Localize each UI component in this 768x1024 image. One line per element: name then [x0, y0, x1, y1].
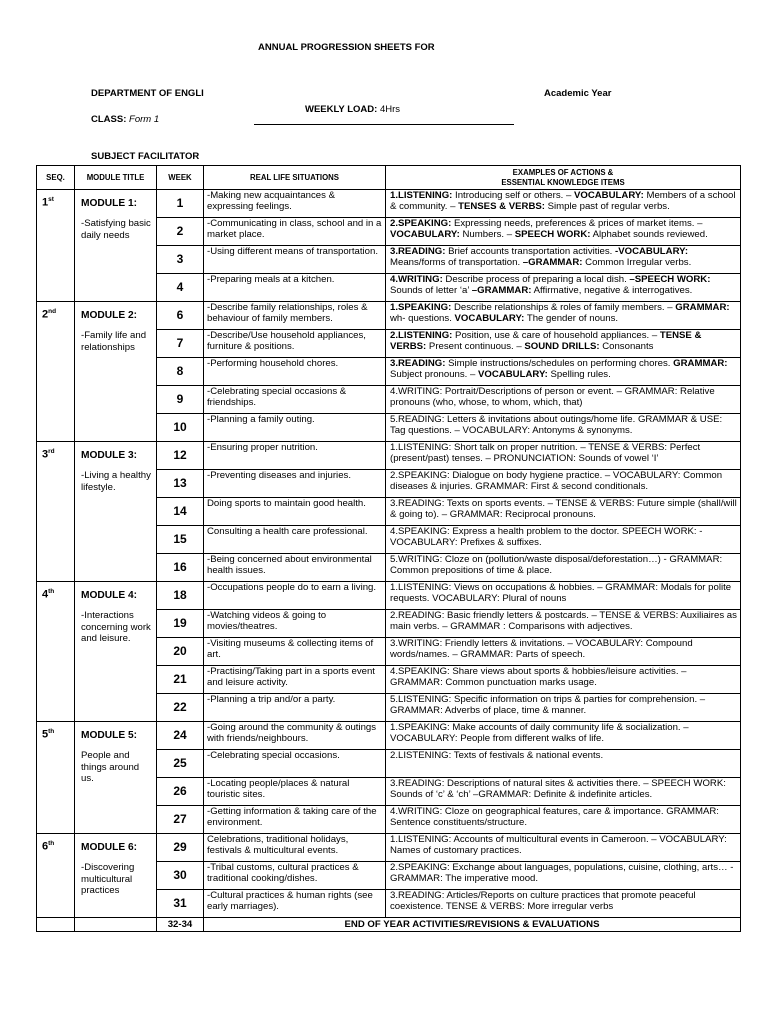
module-title: MODULE 4:: [81, 590, 138, 601]
class-label: CLASS:: [91, 114, 127, 125]
sequence-number: [37, 582, 75, 722]
examples-text: Simple instructions/schedules on performing chores.: [445, 358, 674, 369]
table-row: [37, 302, 741, 330]
examples-keyword: 4.WRITING:: [390, 274, 443, 285]
examples-cell: [386, 862, 741, 890]
examples-text: 4.WRITING: Cloze on geographical features, care & importance. GRAMMAR: Sentence constituents/structure.: [390, 806, 719, 829]
real-life-situation: -Describe family relationships, roles & behaviour of family members.: [204, 302, 386, 330]
examples-cell: [386, 302, 741, 330]
week-number: 18: [157, 582, 204, 610]
weekly-load-label: WEEKLY LOAD:: [305, 104, 378, 115]
weekly-load: [305, 104, 400, 115]
week-number: 16: [157, 554, 204, 582]
examples-text: 3.READING: Texts on sports events. – TENSE & VERBS: Future simple (shall/will & going to). – GRAMMAR: Reciprocal pronouns.: [390, 498, 737, 521]
examples-keyword: –GRAMMAR:: [522, 257, 583, 269]
week-number: 19: [157, 610, 204, 638]
sequence-number: [37, 722, 75, 834]
real-life-situation: -Planning a trip and/or a party.: [204, 694, 386, 722]
col-real-life: REAL LIFE SITUATIONS: [204, 166, 386, 190]
examples-keyword: GRAMMAR:: [675, 302, 730, 313]
real-life-situation: -Using different means of transportation.: [204, 246, 386, 274]
sequence-number-suffix: th: [48, 588, 55, 595]
week-number: 29: [157, 834, 204, 862]
examples-text: Describe process of preparing a local dish.: [442, 274, 630, 285]
module-cell: [75, 442, 157, 582]
col-module-title: MODULE TITLE: [75, 166, 157, 190]
examples-cell: [386, 190, 741, 218]
examples-keyword: VOCABULARY:: [390, 229, 460, 241]
sequence-number-value: 5: [42, 728, 49, 741]
week-number: 31: [157, 890, 204, 918]
examples-keyword: VOCABULARY:: [478, 369, 548, 381]
examples-keyword: VOCABULARY:: [573, 190, 644, 201]
examples-text: Present continuous. –: [426, 341, 525, 353]
examples-text: 2.SPEAKING: Dialogue on body hygiene practice. – VOCABULARY: Common diseases & injuries. GRAMMAR: First & second conditionals.: [390, 470, 723, 493]
examples-text: Subject pronouns. –: [390, 369, 479, 381]
examples-cell: [386, 498, 741, 526]
real-life-situation: -Getting information & taking care of the environment.: [204, 806, 386, 834]
final-row-seq: [37, 918, 75, 932]
examples-text: 1.LISTENING: Short talk on proper nutrition. – TENSE & VERBS: Perfect (present/past) tenses. – PRONUNCIATION: Sounds of vowel ‘I’: [390, 442, 701, 465]
sequence-number: [37, 302, 75, 442]
examples-keyword: -VOCABULARY:: [615, 246, 689, 257]
real-life-situation: -Being concerned about environmental health issues.: [204, 554, 386, 582]
real-life-situation: -Celebrating special occasions.: [204, 750, 386, 778]
examples-text: Sounds of letter ‘a’: [390, 285, 472, 297]
module-title: MODULE 2:: [81, 310, 138, 321]
sequence-number-value: 3: [42, 448, 49, 461]
module-description: -Living a healthy lifestyle.: [81, 470, 151, 493]
table-row: [37, 190, 741, 218]
examples-text: The gender of nouns.: [524, 313, 619, 325]
examples-text: 2.SPEAKING: Exchange about languages, populations, cuisine, clothing, arts… - GRAMMAR: The imperative mood.: [390, 862, 734, 885]
sequence-number-value: 2: [42, 308, 49, 321]
sheet-title: ANNUAL PROGRESSION SHEETS FOR: [258, 42, 435, 53]
examples-text: Common Irregular verbs.: [582, 257, 692, 269]
sequence-number-value: 4: [42, 588, 49, 601]
subject-facilitator-label: SUBJECT FACILITATOR: [91, 151, 200, 162]
col-examples-line2: ESSENTIAL KNOWLEDGE ITEMS: [501, 177, 625, 187]
examples-text: 3.READING: Descriptions of natural sites & activities there. – SPEECH WORK: Sounds of ‘c’ & ‘ch’ –GRAMMAR: Definite & indefinite articles.: [390, 778, 726, 801]
weekly-load-value: 4Hrs: [379, 104, 401, 115]
department-label: DEPARTMENT OF ENGLI: [91, 88, 204, 99]
examples-cell: [386, 470, 741, 498]
real-life-situation: -Making new acquaintances & expressing feelings.: [204, 190, 386, 218]
real-life-situation: Celebrations, traditional holidays, festivals & multicultural events.: [204, 834, 386, 862]
week-number: 6: [157, 302, 204, 330]
week-number: 24: [157, 722, 204, 750]
sequence-number-suffix: rd: [48, 448, 55, 455]
col-week: WEEK: [157, 166, 204, 190]
sequence-number: [37, 190, 75, 302]
examples-text: 3.READING: Articles/Reports on culture practices that promote peaceful coexistence. TENSE & VERBS: More irregular verbs: [390, 890, 696, 913]
examples-text: 2.READING: Basic friendly letters & postcards. – TENSE & VERBS: Auxiliaires as main verbs. – GRAMMAR : Comparisons with adjectives.: [390, 610, 737, 633]
examples-text: Consonants: [599, 341, 654, 353]
real-life-situation: -Performing household chores.: [204, 358, 386, 386]
examples-text: 5.LISTENING: Specific information on trips & parties for comprehension. – GRAMMAR: Adverbs of place, time & manner.: [390, 694, 706, 717]
module-title: MODULE 1:: [81, 198, 138, 209]
examples-cell: [386, 834, 741, 862]
examples-text: Brief accounts transportation activities.: [445, 246, 616, 257]
examples-cell: [386, 666, 741, 694]
real-life-situation: -Going around the community & outings with friends/neighbours.: [204, 722, 386, 750]
examples-cell: [386, 722, 741, 750]
examples-keyword: SPEECH WORK:: [514, 229, 591, 241]
examples-text: Describe relationships & roles of family members. –: [451, 302, 676, 313]
examples-cell: [386, 330, 741, 358]
table-row: [37, 582, 741, 610]
examples-text: Spelling rules.: [547, 369, 611, 381]
examples-text: 4.WRITING: Portrait/Descriptions of person or event. – GRAMMAR: Relative pronouns (who, whose, to whom, which, that): [390, 386, 715, 409]
week-number: 22: [157, 694, 204, 722]
examples-keyword: 3.READING:: [390, 246, 446, 257]
examples-text: 5.WRITING: Cloze on (pollution/waste disposal/deforestation…) - GRAMMAR: Common prepositions of time & place.: [390, 554, 723, 577]
examples-text: 4.SPEAKING: Share views about sports & hobbies/leisure activities. – GRAMMAR: Common punctuation marks usage.: [390, 666, 687, 689]
examples-cell: [386, 386, 741, 414]
module-cell: [75, 834, 157, 918]
week-number: 20: [157, 638, 204, 666]
examples-cell: [386, 358, 741, 386]
week-number: 15: [157, 526, 204, 554]
examples-keyword: TENSES & VERBS:: [458, 201, 545, 213]
examples-cell: [386, 778, 741, 806]
sequence-number-value: 1: [42, 196, 49, 209]
examples-text: Alphabet sounds reviewed.: [590, 229, 708, 241]
examples-cell: [386, 890, 741, 918]
final-row-module: [75, 918, 157, 932]
real-life-situation: -Preparing meals at a kitchen.: [204, 274, 386, 302]
examples-keyword: 1.SPEAKING:: [390, 302, 452, 313]
week-number: 8: [157, 358, 204, 386]
table-header-row: [37, 166, 741, 190]
examples-cell: [386, 750, 741, 778]
examples-keyword: VOCABULARY:: [454, 313, 525, 325]
examples-keyword: –GRAMMAR:: [471, 285, 532, 297]
examples-cell: [386, 554, 741, 582]
week-number: 7: [157, 330, 204, 358]
real-life-situation: -Occupations people do to earn a living.: [204, 582, 386, 610]
real-life-situation: -Watching videos & going to movies/theatres.: [204, 610, 386, 638]
examples-text: 5.READING: Letters & invitations about outings/home life. GRAMMAR & USE: Tag questions. – VOCABULARY: Antonyms & synonyms.: [390, 414, 723, 437]
real-life-situation: -Celebrating special occasions & friendships.: [204, 386, 386, 414]
examples-text: Means/forms of transportation.: [390, 257, 523, 269]
module-cell: [75, 582, 157, 722]
examples-cell: [386, 442, 741, 470]
real-life-situation: Consulting a health care professional.: [204, 526, 386, 554]
week-number: 2: [157, 218, 204, 246]
real-life-situation: -Preventing diseases and injuries.: [204, 470, 386, 498]
examples-keyword: 1.LISTENING:: [390, 190, 453, 201]
table-row: [37, 722, 741, 750]
real-life-situation: -Communicating in class, school and in a market place.: [204, 218, 386, 246]
week-number: 30: [157, 862, 204, 890]
week-number: 10: [157, 414, 204, 442]
sequence-number-suffix: st: [48, 196, 54, 203]
week-number: 12: [157, 442, 204, 470]
table-body: [37, 190, 741, 932]
examples-text: 1.SPEAKING: Make accounts of daily community life & socialization. – VOCABULARY: People from different walks of life.: [390, 722, 689, 745]
examples-text: Numbers. –: [459, 229, 515, 241]
module-title: MODULE 6:: [81, 842, 138, 853]
real-life-situation: -Planning a family outing.: [204, 414, 386, 442]
examples-cell: [386, 610, 741, 638]
sequence-number-suffix: th: [48, 728, 55, 735]
examples-cell: [386, 414, 741, 442]
examples-text: Affirmative, negative & interrogatives.: [531, 285, 693, 297]
examples-cell: [386, 526, 741, 554]
examples-text: wh- questions.: [390, 313, 455, 325]
week-number: 25: [157, 750, 204, 778]
table-row: [37, 442, 741, 470]
academic-year-label: Academic Year: [544, 88, 612, 99]
module-title: MODULE 3:: [81, 450, 138, 461]
week-number: 9: [157, 386, 204, 414]
module-cell: [75, 190, 157, 302]
module-description: -Discovering multicultural practices: [81, 862, 135, 897]
module-description: -Interactions concerning work and leisure.: [81, 610, 151, 645]
weekly-load-underline: [254, 124, 514, 125]
module-cell: [75, 722, 157, 834]
examples-cell: [386, 694, 741, 722]
examples-cell: [386, 582, 741, 610]
examples-cell: [386, 274, 741, 302]
module-description: -Satisfying basic daily needs: [81, 218, 151, 241]
week-number: 1: [157, 190, 204, 218]
module-description: People and things around us.: [81, 750, 140, 785]
week-number: 14: [157, 498, 204, 526]
final-row: [37, 918, 741, 932]
real-life-situation: -Locating people/places & natural touristic sites.: [204, 778, 386, 806]
real-life-situation: -Visiting museums & collecting items of art.: [204, 638, 386, 666]
examples-text: Position, use & care of household appliances. –: [452, 330, 660, 341]
week-number: 21: [157, 666, 204, 694]
examples-text: Simple past of regular verbs.: [544, 201, 670, 213]
class-value: Form 1: [129, 114, 160, 125]
examples-text: 3.WRITING: Friendly letters & invitations. – VOCABULARY: Compound words/names. – GRAMMAR: Parts of speech.: [390, 638, 693, 661]
examples-text: 1.LISTENING: Views on occupations & hobbies. – GRAMMAR: Modals for polite requests. VOCABULARY: Plural of nouns: [390, 582, 732, 605]
examples-cell: [386, 806, 741, 834]
examples-text: 2.LISTENING: Texts of festivals & national events.: [390, 750, 604, 761]
col-examples-line1: EXAMPLES OF ACTIONS &: [512, 167, 614, 177]
examples-text: 1.LISTENING: Accounts of multicultural events in Cameroon. – VOCABULARY: Names of customary practices.: [390, 834, 727, 857]
final-row-text: END OF YEAR ACTIVITIES/REVISIONS & EVALUATIONS: [204, 918, 741, 932]
real-life-situation: -Cultural practices & human rights (see early marriages).: [204, 890, 386, 918]
real-life-situation: Doing sports to maintain good health.: [204, 498, 386, 526]
final-row-week: 32-34: [157, 918, 204, 932]
examples-cell: [386, 638, 741, 666]
week-number: 3: [157, 246, 204, 274]
progression-table: [36, 165, 741, 932]
examples-keyword: TENSE & VERBS:: [390, 330, 702, 353]
sequence-number-value: 6: [42, 840, 49, 853]
week-number: 26: [157, 778, 204, 806]
examples-keyword: –SPEECH WORK:: [629, 274, 711, 285]
examples-text: Introducing self or others. –: [452, 190, 574, 201]
sequence-number-suffix: th: [48, 840, 55, 847]
sequence-number: [37, 834, 75, 918]
examples-cell: [386, 218, 741, 246]
examples-keyword: 2.LISTENING:: [390, 330, 453, 341]
week-number: 4: [157, 274, 204, 302]
real-life-situation: -Describe/Use household appliances, furniture & positions.: [204, 330, 386, 358]
real-life-situation: -Ensuring proper nutrition.: [204, 442, 386, 470]
col-seq: SEQ.: [37, 166, 75, 190]
module-title: MODULE 5:: [81, 730, 138, 741]
table-row: [37, 834, 741, 862]
class-field: [91, 114, 159, 125]
week-number: 27: [157, 806, 204, 834]
sequence-number: [37, 442, 75, 582]
examples-text: 4.SPEAKING: Express a health problem to the doctor. SPEECH WORK: - VOCABULARY: Prefixes & suffixes.: [390, 526, 703, 549]
module-description: -Family life and relationships: [81, 330, 147, 353]
examples-keyword: 2.SPEAKING:: [390, 218, 452, 229]
examples-keyword: GRAMMAR:: [673, 358, 728, 369]
real-life-situation: -Practising/Taking part in a sports event and leisure activity.: [204, 666, 386, 694]
examples-text: Expressing needs, preferences & prices of market items. –: [451, 218, 703, 229]
sequence-number-suffix: nd: [48, 308, 57, 315]
module-cell: [75, 302, 157, 442]
week-number: 13: [157, 470, 204, 498]
examples-keyword: 3.READING:: [390, 358, 446, 369]
examples-text: Members of a school & community. –: [390, 190, 736, 213]
examples-keyword: SOUND DRILLS:: [524, 341, 600, 353]
real-life-situation: -Tribal customs, cultural practices & traditional cooking/dishes.: [204, 862, 386, 890]
examples-cell: [386, 246, 741, 274]
col-examples: [386, 166, 741, 190]
